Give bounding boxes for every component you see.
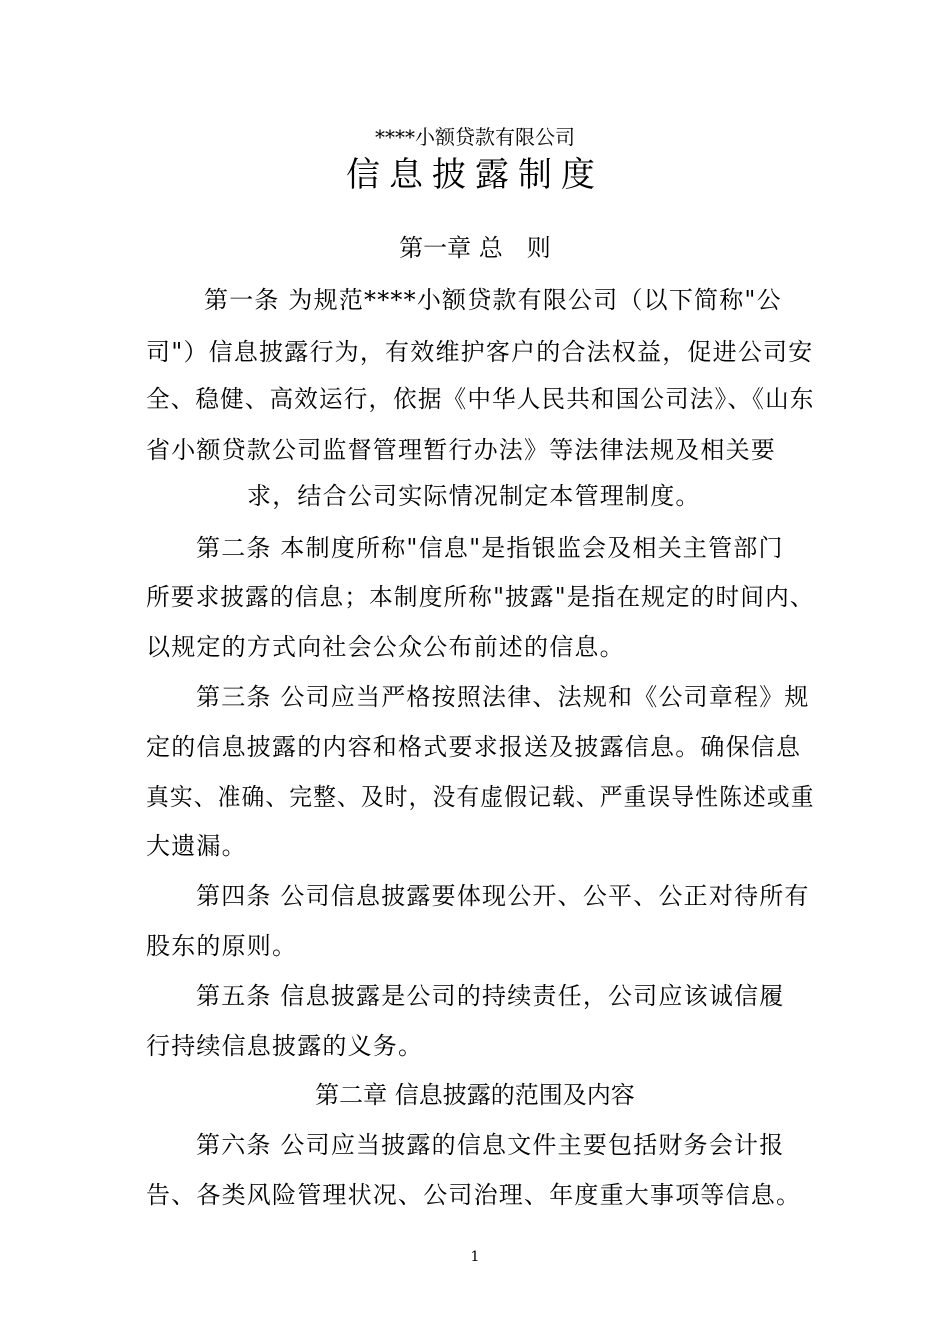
article-2-line-2: 所要求披露的信息；本制度所称"披露"是指在规定的时间内、 bbox=[146, 583, 815, 611]
article-1-line-4: 省小额贷款公司监督管理暂行办法》等法律法规及相关要 bbox=[146, 436, 776, 464]
article-3-line-4: 大遗漏。 bbox=[146, 832, 247, 860]
article-1-line-2: 司"）信息披露行为，有效维护客户的合法权益，促进公司安 bbox=[146, 338, 814, 366]
document-title: 信息披露制度 bbox=[346, 155, 604, 195]
article-2-line-3: 以规定的方式向社会公众公布前述的信息。 bbox=[146, 633, 625, 661]
article-5-line-1: 第五条 信息披露是公司的持续责任，公司应该诚信履 bbox=[196, 982, 785, 1010]
article-4-line-2: 股东的原则。 bbox=[146, 932, 298, 960]
article-3-line-1: 第三条 公司应当严格按照法律、法规和《公司章程》规 bbox=[196, 683, 810, 711]
article-1-line-3: 全、稳健、高效运行，依据《中华人民共和国公司法》、《山东 bbox=[146, 385, 815, 413]
article-3-line-2: 定的信息披露的内容和格式要求报送及披露信息。确保信息 bbox=[146, 733, 802, 761]
chapter-heading-1: 第一章 总 则 bbox=[399, 234, 551, 262]
article-1-line-5: 求，结合公司实际情况制定本管理制度。 bbox=[247, 482, 701, 510]
article-6-line-2: 告、各类风险管理状况、公司治理、年度重大事项等信息。 bbox=[146, 1181, 802, 1209]
article-3-line-3: 真实、准确、完整、及时，没有虚假记载、严重误导性陈述或重 bbox=[146, 783, 815, 811]
article-5-line-2: 行持续信息披露的义务。 bbox=[146, 1032, 424, 1060]
article-6-line-1: 第六条 公司应当披露的信息文件主要包括财务会计报 bbox=[196, 1131, 785, 1159]
article-1-line-1: 第一条 为规范****小额贷款有限公司（以下简称"公 bbox=[204, 286, 782, 314]
page-number: 1 bbox=[470, 1249, 480, 1265]
article-4-line-1: 第四条 公司信息披露要体现公开、公平、公正对待所有 bbox=[196, 882, 810, 910]
article-2-line-1: 第二条 本制度所称"信息"是指银监会及相关主管部门 bbox=[196, 534, 784, 562]
chapter-heading-2: 第二章 信息披露的范围及内容 bbox=[315, 1081, 635, 1109]
company-name: ****小额贷款有限公司 bbox=[375, 125, 575, 149]
